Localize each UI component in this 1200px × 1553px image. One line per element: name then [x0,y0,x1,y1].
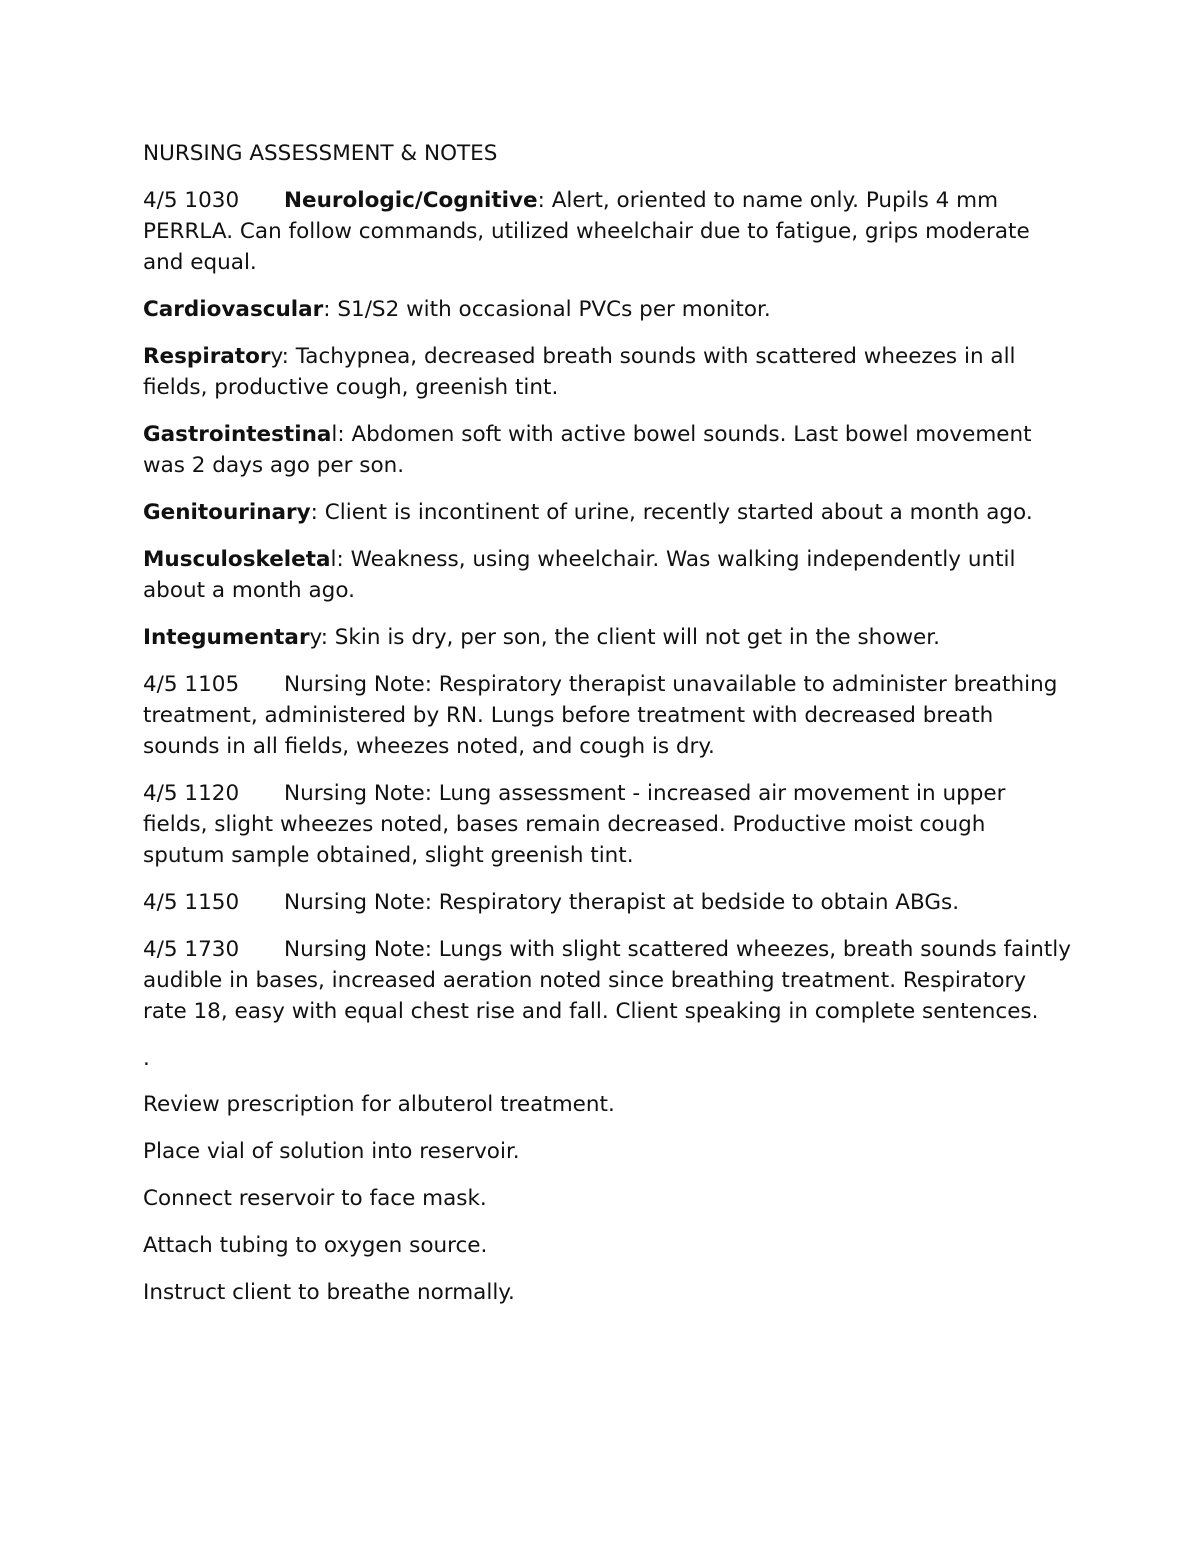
heading-separator: : [537,188,545,213]
assessment-text: Alert, oriented to name only. Pupils 4 mm PERRLA. Can follow commands, utilized wheelchair due to fatigue, grips moderate and equal. [143,188,1030,275]
assessment-text: Abdomen soft with active bowel sounds. Last bowel movement was 2 days ago per son. [143,422,1032,478]
heading-separator: l: [331,422,345,447]
heading-gastrointestinal: Gastrointestina [143,422,332,447]
note-timestamp: 4/5 1120 [143,781,240,806]
heading-separator: y: [270,344,289,369]
assessment-integumentary [143,622,1073,653]
assessment-genitourinary [143,497,1073,528]
procedure-step: Instruct client to breathe normally. [143,1280,515,1305]
note-text: Nursing Note: Respiratory therapist unavailable to administer breathing treatment, administered by RN. Lungs before treatment with decreased breath sounds in all fields, wheezes noted, and cough is dry. [143,672,1058,759]
nursing-note [143,669,1073,762]
assessment-gastrointestinal [143,419,1073,481]
separator-dot: . [143,1046,150,1071]
assessment-respiratory [143,341,1073,403]
assessment-text: Tachypnea, decreased breath sounds with scattered wheezes in all fields, productive cough, greenish tint. [143,344,1016,400]
document-page [143,138,1073,1324]
heading-genitourinary: Genitourinary [143,500,311,525]
assessment-neurologic [143,185,1073,278]
assessment-text: Client is incontinent of urine, recently started about a month ago. [317,500,1033,525]
note-text: Nursing Note: Lung assessment - increased air movement in upper fields, slight wheezes noted, bases remain decreased. Productive moist cough sputum sample obtained, slight greenish tint. [143,781,1006,868]
note-timestamp: 4/5 1150 [143,890,240,915]
procedure-step: Connect reservoir to face mask. [143,1186,487,1211]
assessment-text: S1/S2 with occasional PVCs per monitor. [330,297,771,322]
heading-separator: y: [309,625,328,650]
assessment-timestamp: 4/5 1030 [143,188,240,213]
note-text: Nursing Note: Respiratory therapist at bedside to obtain ABGs. [284,890,960,915]
note-text: Nursing Note: Lungs with slight scattered wheezes, breath sounds faintly audible in bases, increased aeration noted since breathing treatment. Respiratory rate 18, easy with equal chest rise and fall. Client speaking in complete sentences. [143,937,1071,1024]
procedure-step: Attach tubing to oxygen source. [143,1233,488,1258]
heading-musculoskeletal: Musculoskeleta [143,547,331,572]
heading-cardiovascular: Cardiovascular [143,297,324,322]
assessment-text: Weakness, using wheelchair. Was walking independently until about a month ago. [143,547,1016,603]
heading-separator: : [310,500,318,525]
heading-separator: : [323,297,331,322]
assessment-musculoskeletal [143,544,1073,606]
nursing-note [143,778,1073,871]
note-timestamp: 4/5 1730 [143,937,240,962]
nursing-note [143,934,1073,1027]
assessment-cardiovascular [143,294,1073,325]
procedure-step: Review prescription for albuterol treatment. [143,1092,615,1117]
heading-respiratory: Respirator [143,344,271,369]
procedure-step: Place vial of solution into reservoir. [143,1139,520,1164]
heading-integumentary: Integumentar [143,625,310,650]
heading-separator: l: [330,547,344,572]
note-timestamp: 4/5 1105 [143,672,240,697]
document-title: NURSING ASSESSMENT & NOTES [143,141,498,166]
heading-neurologic: Neurologic/Cognitive [284,188,538,213]
nursing-note [143,887,1073,918]
assessment-text: Skin is dry, per son, the client will not get in the shower. [327,625,940,650]
